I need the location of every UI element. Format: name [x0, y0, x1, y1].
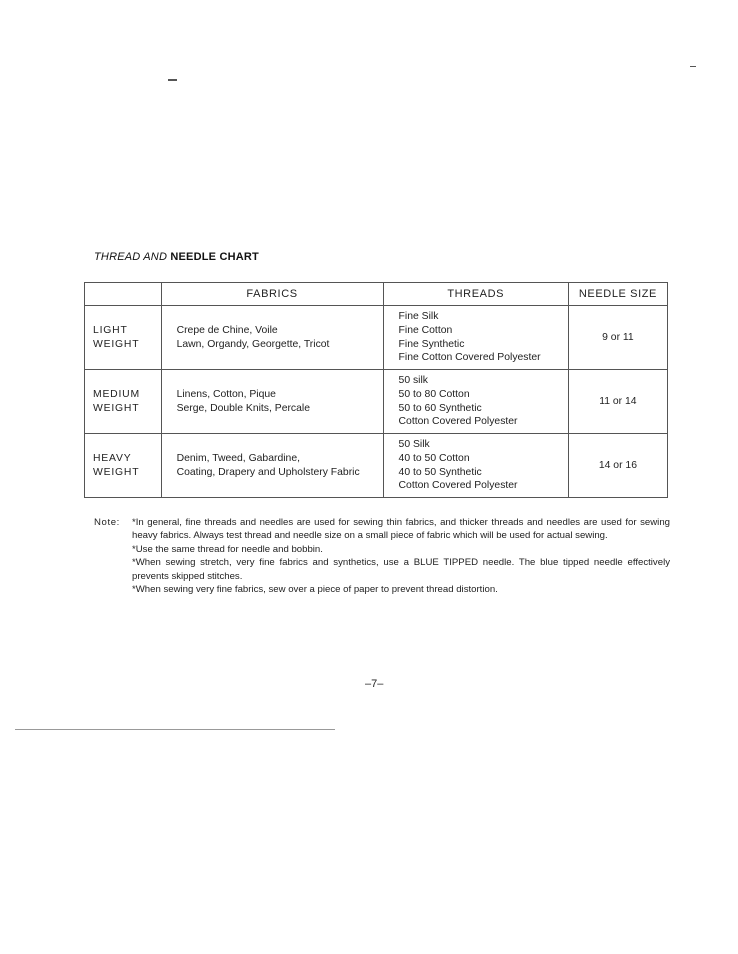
table-row-light [85, 306, 668, 370]
header-weight [85, 283, 162, 306]
note-section [94, 516, 670, 596]
thread-line: 50 to 80 Cotton [398, 388, 470, 400]
note-item: *When sewing stretch, very fine fabrics and synthetics, use a BLUE TIPPED needle. The blue tipped needle effectively prevents skipped stitches. [132, 557, 670, 582]
threads-cell [383, 434, 568, 498]
table-row-heavy [85, 434, 668, 498]
thread-line: Cotton Covered Polyester [398, 416, 518, 428]
table-header-row [85, 283, 668, 306]
threads-cell [383, 370, 568, 434]
weight-line: WEIGHT [93, 338, 140, 350]
fabric-line: Crepe de Chine, Voile [176, 324, 278, 336]
table-row-medium [85, 370, 668, 434]
fabric-line: Linens, Cotton, Pique [176, 388, 276, 400]
fabric-line: Serge, Double Knits, Percale [176, 402, 310, 414]
scan-mark [690, 66, 696, 67]
fabric-line: Lawn, Organdy, Georgette, Tricot [176, 338, 330, 350]
fabric-line: Coating, Drapery and Upholstery Fabric [176, 466, 360, 478]
note-items [132, 516, 670, 596]
header-threads: THREADS [383, 283, 568, 306]
needle-size-cell: 11 or 14 [568, 370, 667, 434]
chart-title-bold: NEEDLE CHART [170, 251, 259, 263]
threads-cell [383, 306, 568, 370]
needle-size-cell: 9 or 11 [568, 306, 667, 370]
thread-line: 40 to 50 Cotton [398, 452, 470, 464]
weight-line: LIGHT [93, 324, 128, 336]
thread-line: 40 to 50 Synthetic [398, 466, 482, 478]
needle-size-cell: 14 or 16 [568, 434, 667, 498]
chart-title [94, 251, 259, 263]
weight-line: MEDIUM [93, 388, 140, 400]
thread-line: Cotton Covered Polyester [398, 480, 518, 492]
thread-needle-table [84, 282, 668, 498]
thread-line: Fine Synthetic [398, 338, 465, 350]
weight-line: WEIGHT [93, 466, 140, 478]
weight-cell [85, 434, 162, 498]
thread-line: Fine Cotton [398, 324, 453, 336]
scan-mark [168, 79, 177, 81]
weight-cell [85, 370, 162, 434]
note-item: *When sewing very fine fabrics, sew over a piece of paper to prevent thread distortion. [132, 584, 498, 596]
fabrics-cell [161, 434, 383, 498]
chart-title-italic: THREAD AND [94, 251, 168, 263]
divider [15, 729, 335, 730]
fabrics-cell [161, 370, 383, 434]
fabrics-cell [161, 306, 383, 370]
weight-line: WEIGHT [93, 402, 140, 414]
weight-cell [85, 306, 162, 370]
thread-line: 50 silk [398, 375, 428, 387]
thread-line: 50 Silk [398, 439, 430, 451]
fabric-line: Denim, Tweed, Gabardine, [176, 452, 300, 464]
weight-line: HEAVY [93, 452, 132, 464]
thread-line: 50 to 60 Synthetic [398, 402, 482, 414]
note-label: Note: [94, 517, 120, 528]
thread-line: Fine Cotton Covered Polyester [398, 352, 541, 364]
header-needle-size: NEEDLE SIZE [568, 283, 667, 306]
page-number: –7– [365, 678, 384, 690]
note-item: *In general, fine threads and needles are used for sewing thin fabrics, and thicker threads and needles are used for sewing heavy fabrics. Always test thread and needle size on a small piece of fabric which will be used for actual sewing. [132, 517, 670, 542]
note-item: *Use the same thread for needle and bobbin. [132, 543, 323, 555]
thread-line: Fine Silk [398, 311, 439, 323]
header-fabrics: FABRICS [161, 283, 383, 306]
